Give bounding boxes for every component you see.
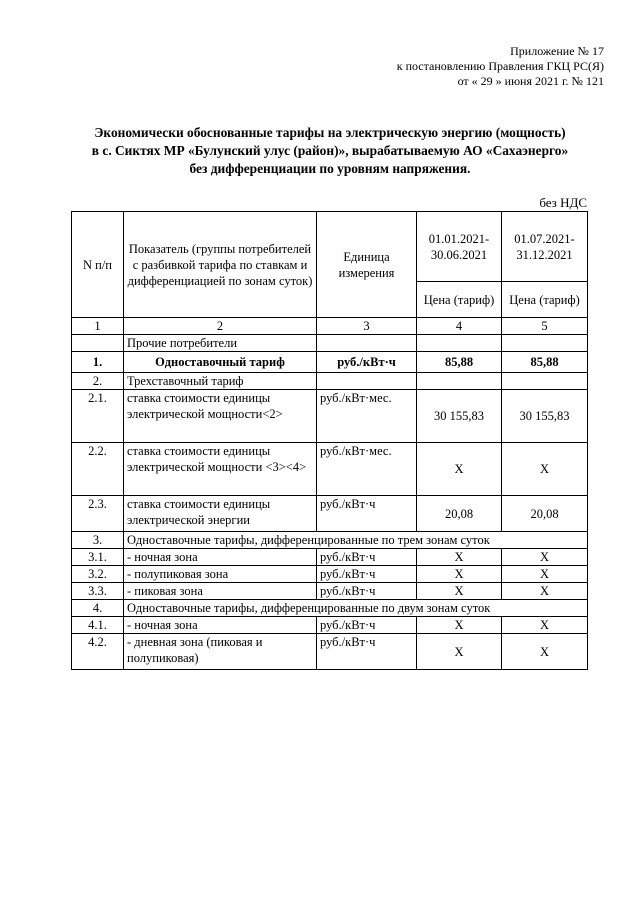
colnum-cell: 3 (317, 318, 417, 335)
table-row (72, 617, 588, 634)
row-name: Одноставочные тарифы, дифференцированные по трем зонам суток (124, 532, 588, 549)
row-num: 2. (72, 373, 124, 390)
row-unit: руб./кВт·мес. (317, 390, 417, 443)
table-row (72, 532, 588, 549)
row-unit: руб./кВт·ч (317, 352, 417, 373)
table-row (72, 634, 588, 670)
header-unit: Единица измерения (317, 212, 417, 318)
column-number-row (72, 318, 588, 335)
row-name: ставка стоимости единицы электрической мощности<2> (124, 390, 317, 443)
row-name: - дневная зона (пиковая и полупиковая) (124, 634, 317, 670)
row-value-1: Х (417, 617, 502, 634)
appendix-line: от « 29 » июня 2021 г. № 121 (457, 74, 604, 88)
table-row (72, 352, 588, 373)
row-num: 2.3. (72, 496, 124, 532)
row-num: 3.2. (72, 566, 124, 583)
row-unit: руб./кВт·ч (317, 583, 417, 600)
row-unit: руб./кВт·ч (317, 496, 417, 532)
row-value-1: Х (417, 549, 502, 566)
row-value-1: Х (417, 566, 502, 583)
appendix-header (274, 44, 604, 89)
appendix-line: Приложение № 17 (510, 44, 604, 58)
row-num: 3.1. (72, 549, 124, 566)
header-price-1: Цена (тариф) (417, 282, 502, 318)
row-value-1: 30 155,83 (417, 390, 502, 443)
header-row (72, 212, 588, 282)
row-num: 3.3. (72, 583, 124, 600)
row-name: Одноставочный тариф (124, 352, 317, 373)
vat-note: без НДС (539, 195, 587, 210)
row-num: 4. (72, 600, 124, 617)
colnum-cell: 4 (417, 318, 502, 335)
table-row (72, 566, 588, 583)
row-unit: руб./кВт·мес. (317, 443, 417, 496)
row-name: - ночная зона (124, 617, 317, 634)
table-row (72, 549, 588, 566)
row-value-2: 20,08 (502, 496, 588, 532)
table-row (72, 390, 588, 443)
title-line: Экономически обоснованные тарифы на электрическую энергию (мощность) (94, 125, 566, 140)
row-unit: руб./кВт·ч (317, 549, 417, 566)
row-value-1: Х (417, 583, 502, 600)
header-period-1: 01.01.2021-30.06.2021 (417, 212, 502, 282)
table-row (72, 583, 588, 600)
row-num: 1. (72, 352, 124, 373)
table-row (72, 443, 588, 496)
colnum-cell: 1 (72, 318, 124, 335)
row-value-2: Х (502, 583, 588, 600)
colnum-cell: 2 (124, 318, 317, 335)
row-value-2: Х (502, 443, 588, 496)
row-unit: руб./кВт·ч (317, 566, 417, 583)
row-num: 2.1. (72, 390, 124, 443)
row-num: 4.1. (72, 617, 124, 634)
row-num: 4.2. (72, 634, 124, 670)
group-label: Прочие потребители (124, 335, 317, 352)
row-value-2: Х (502, 566, 588, 583)
row-value-2: 30 155,83 (502, 390, 588, 443)
row-value-1: 85,88 (417, 352, 502, 373)
row-num: 3. (72, 532, 124, 549)
row-num: 2.2. (72, 443, 124, 496)
colnum-cell: 5 (502, 318, 588, 335)
document-title (40, 124, 620, 178)
row-name: - пиковая зона (124, 583, 317, 600)
header-indicator: Показатель (группы потребителей с разбивкой тарифа по ставкам и дифференциацией по зонам суток) (124, 212, 317, 318)
row-unit: руб./кВт·ч (317, 634, 417, 670)
row-value-1: Х (417, 443, 502, 496)
row-value-2: Х (502, 617, 588, 634)
table-row (72, 600, 588, 617)
row-unit: руб./кВт·ч (317, 617, 417, 634)
header-period-2: 01.07.2021-31.12.2021 (502, 212, 588, 282)
title-line: без дифференциации по уровням напряжения. (189, 161, 471, 176)
row-value-2: Х (502, 634, 588, 670)
table-row (72, 373, 588, 390)
appendix-line: к постановлению Правления ГКЦ РС(Я) (396, 59, 604, 73)
header-num: N п/п (72, 212, 124, 318)
header-price-2: Цена (тариф) (502, 282, 588, 318)
row-value-1: Х (417, 634, 502, 670)
row-name: - полупиковая зона (124, 566, 317, 583)
row-value-2: Х (502, 549, 588, 566)
row-value-1: 20,08 (417, 496, 502, 532)
row-name: ставка стоимости единицы электрической мощности <3><4> (124, 443, 317, 496)
row-name: Трехставочный тариф (124, 373, 317, 390)
row-name: - ночная зона (124, 549, 317, 566)
tariff-table (71, 211, 588, 670)
row-name: ставка стоимости единицы электрической энергии (124, 496, 317, 532)
row-name: Одноставочные тарифы, дифференцированные по двум зонам суток (124, 600, 588, 617)
row-value-2: 85,88 (502, 352, 588, 373)
title-line: в с. Сиктях МР «Булунский улус (район)», вырабатываемую АО «Сахаэнерго» (91, 143, 569, 158)
group-row (72, 335, 588, 352)
table-row (72, 496, 588, 532)
